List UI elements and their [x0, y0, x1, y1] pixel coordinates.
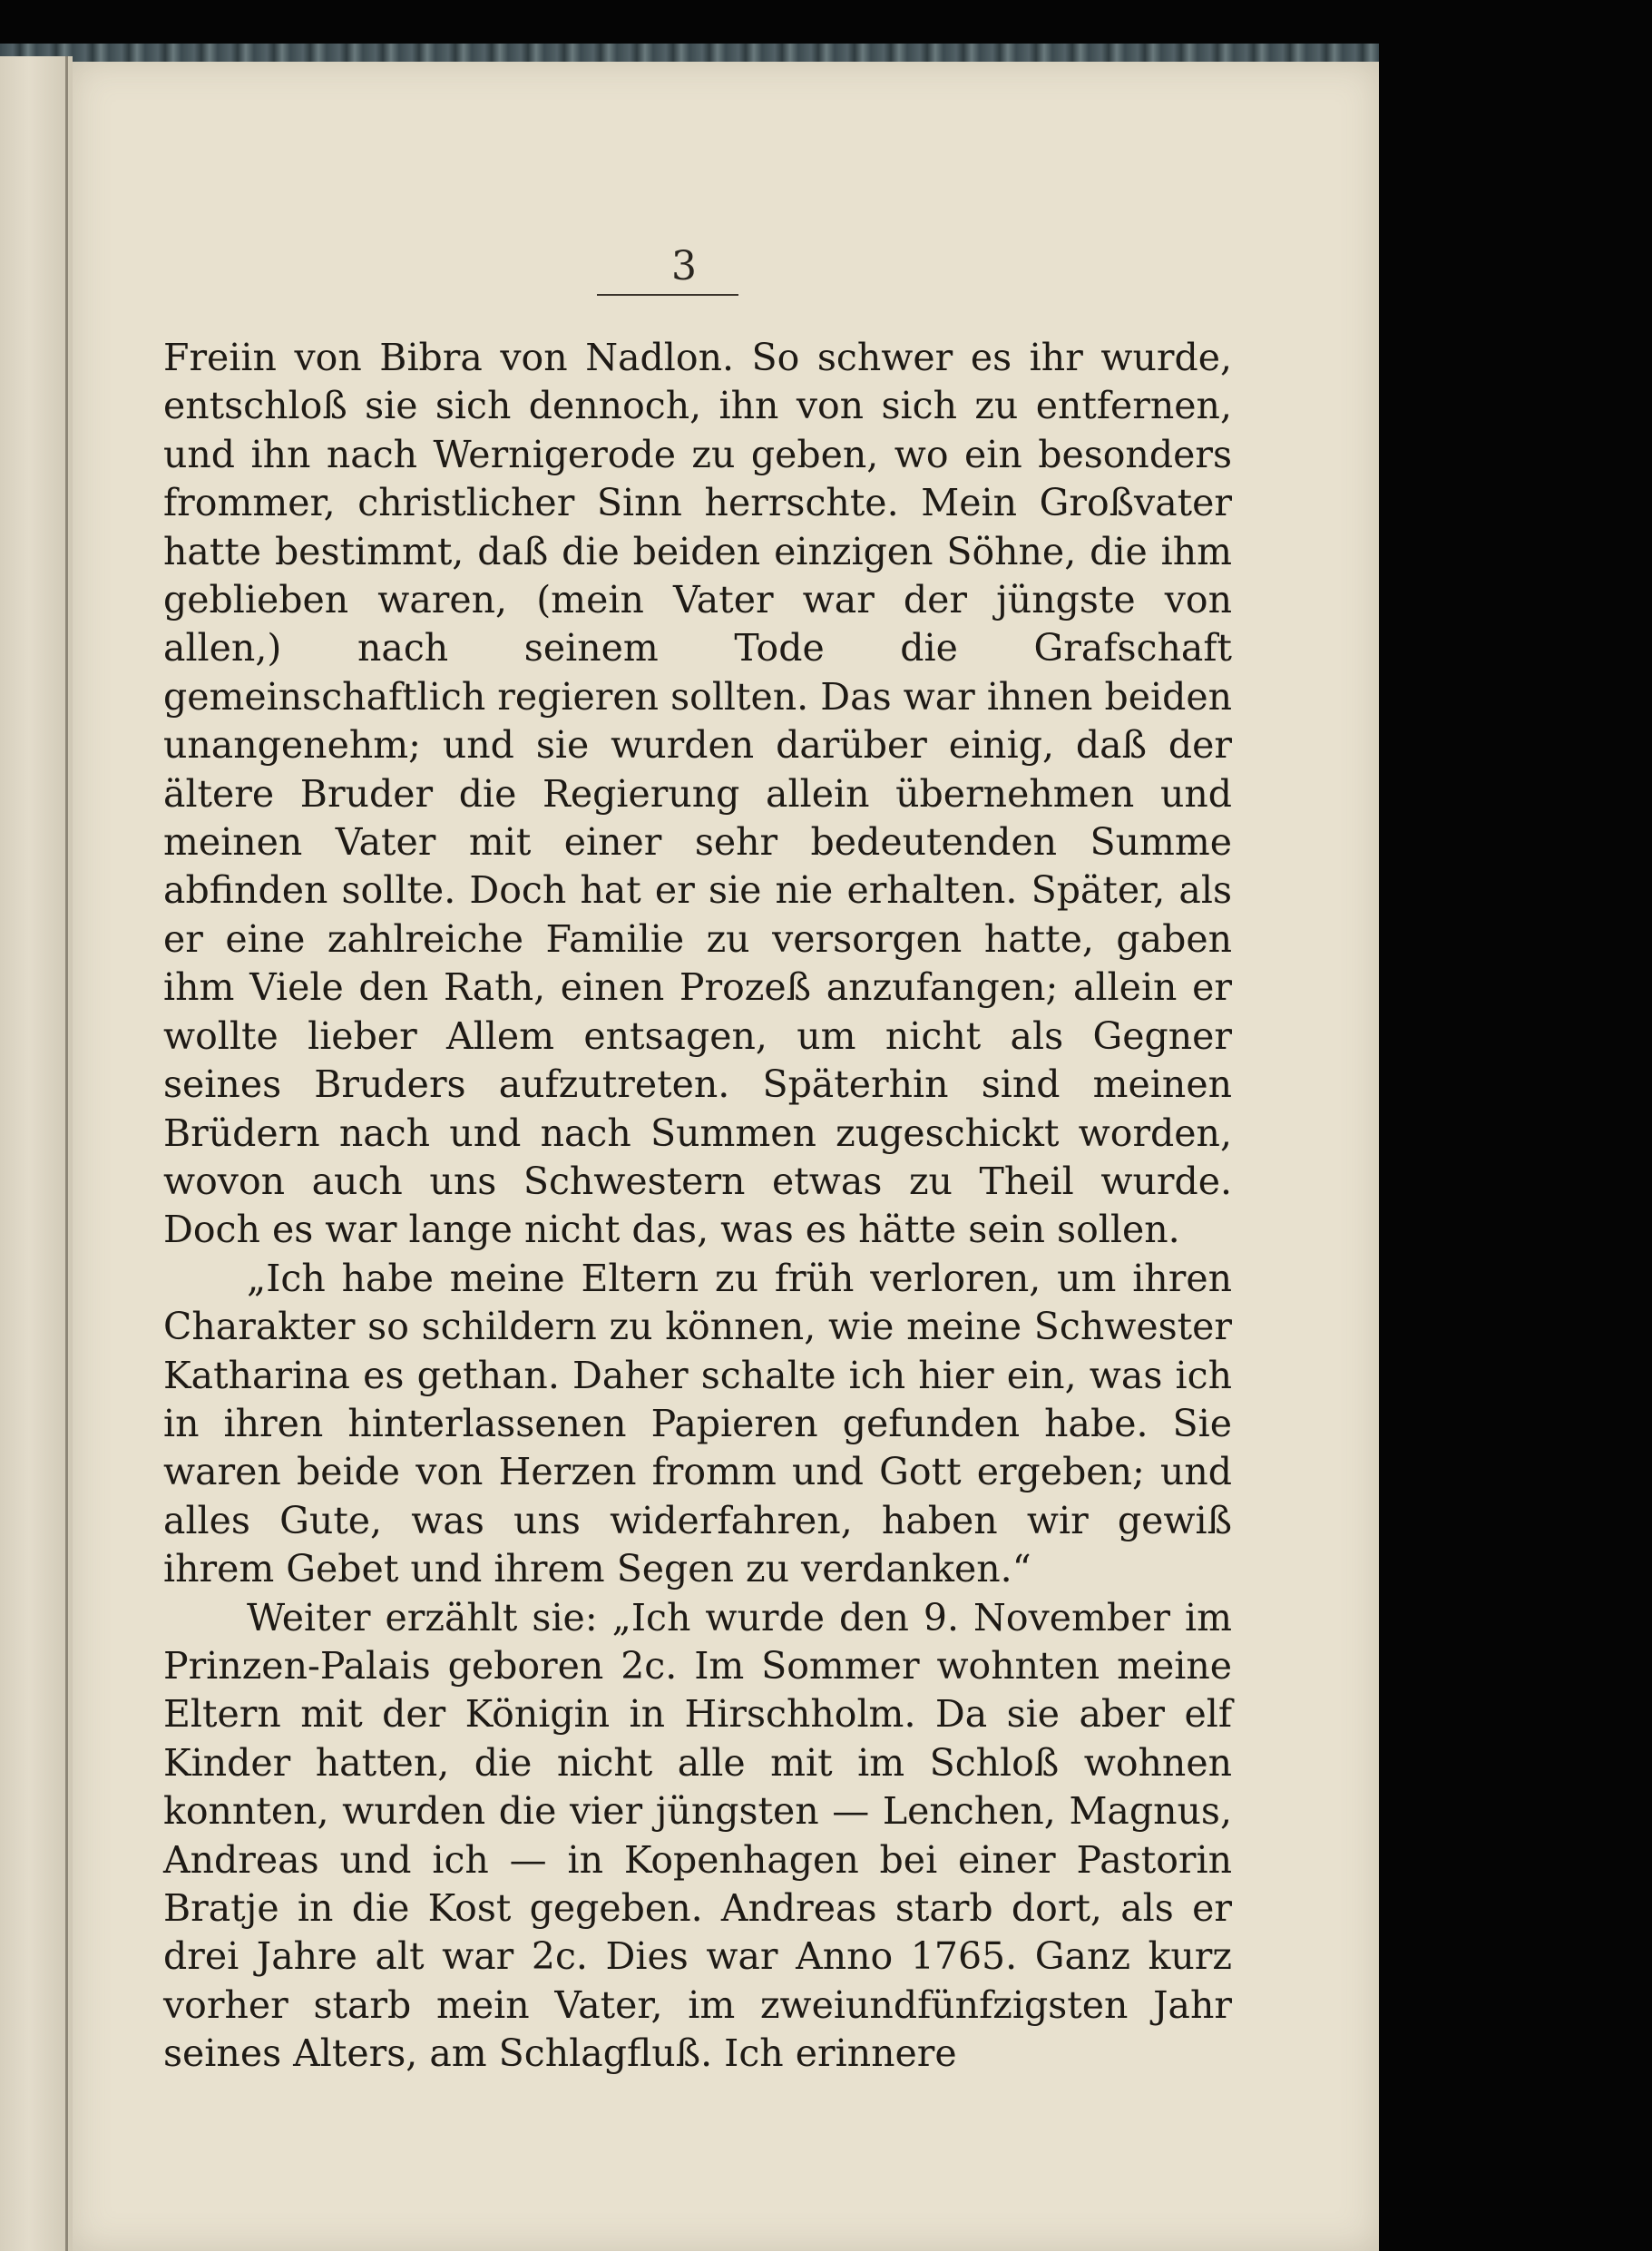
page-number: 3	[671, 243, 697, 289]
background-margin	[1379, 44, 1652, 80]
page-sheet	[73, 62, 1379, 2251]
body-text	[163, 334, 1232, 2079]
paragraph-1: Freiin von Bibra von Nadlon. So schwer es ihr wurde, entschloß sie sich dennoch, ihn von sich zu entfernen, und ihn nach Wernigerode zu geben, wo ein besonders frommer, christlicher Sinn herrschte. Mein Großvater hatte bestimmt, daß die beiden einzigen Söhne, die ihm geblieben waren, (mein Vater war der jüngste von allen,) nach seinem Tode die Grafschaft gemeinschaftlich regieren sollten. Das war ihnen beiden unangenehm; und sie wurden darüber einig, daß der ältere Bruder die Regierung allein übernehmen und meinen Vater mit einer sehr bedeutenden Summe abfinden sollte. Doch hat er sie nie erhalten. Später, als er eine zahlreiche Familie zu versorgen hatte, gaben ihm Viele den Rath, einen Prozeß anzufangen; allein er wollte lieber Allem entsagen, um nicht als Gegner seines Bruders aufzutreten. Späterhin sind meinen Brüdern nach und nach Summen zugeschickt worden, wovon auch uns Schwestern etwas zu Theil wurde. Doch es war lange nicht das, was es hätte sein sollen.	[163, 336, 1232, 1252]
header-rule	[597, 294, 738, 296]
gutter-line	[65, 56, 68, 2251]
book-binding-edge	[0, 44, 1379, 64]
paragraph-3: Weiter erzählt sie: „Ich wurde den 9. November im Prinzen-Palais geboren 2c. Im Sommer wohnten meine Eltern mit der Königin in Hirschholm. Da sie aber elf Kinder hatten, die nicht alle mit im Schloß wohnen konnten, wurden die vier jüngsten — Lenchen, Magnus, Andreas und ich — in Kopenhagen bei einer Pastorin Bratje in die Kost gegeben. Andreas starb dort, als er drei Jahre alt war 2c. Dies war Anno 1765. Ganz kurz vorher starb mein Vater, im zweiundfünfzigsten Jahr seines Alters, am Schlagfluß. Ich erinnere	[163, 1595, 1232, 2076]
facing-page-edge	[0, 56, 73, 2251]
paragraph-2: „Ich habe meine Eltern zu früh verloren, um ihren Charakter so schildern zu können, wie meine Schwester Katharina es gethan. Daher schalte ich hier ein, was ich in ihren hinterlassenen Papieren gefunden habe. Sie waren beide von Herzen fromm und Gott ergeben; und alles Gute, was uns widerfahren, haben wir gewiß ihrem Gebet und ihrem Segen zu verdanken.“	[163, 1256, 1232, 1591]
